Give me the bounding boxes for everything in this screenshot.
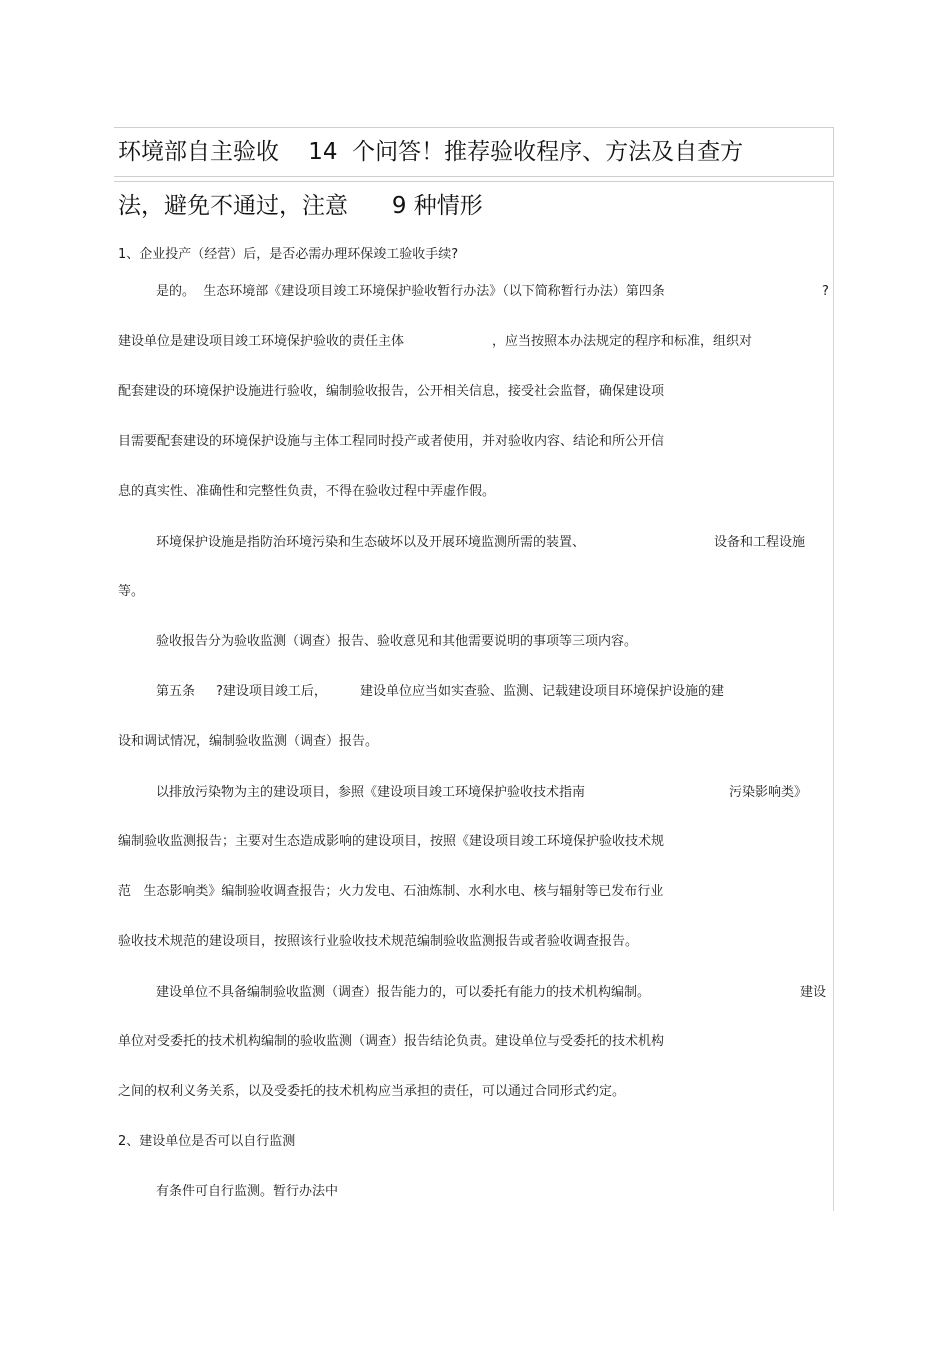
paragraph-line: 是的。 生态环境部《建设项目竣工环境保护验收暂行办法》（以下简称暂行办法）第四条: [156, 284, 665, 299]
paragraph-line: 有条件可自行监测。暂行办法中: [156, 1184, 339, 1199]
paragraph-line: 建设单位不具备编制验收监测（调查）报告能力的，可以委托有能力的技术机构编制。: [156, 985, 651, 1000]
paragraph-line: 目需要配套建设的环境保护设施与主体工程同时投产或者使用，并对验收内容、结论和所公开信: [118, 434, 665, 449]
paragraph-fragment: 建设单位应当如实查验、监测、记载建设项目环境保护设施的建: [360, 684, 725, 699]
paragraph-line: 验收报告分为验收监测（调查）报告、验收意见和其他需要说明的事项等三项内容。: [156, 634, 638, 649]
title-frame-top-rule: [114, 127, 834, 128]
paragraph-fragment: ?: [822, 284, 829, 299]
paragraph-line: 环境保护设施是指防治环境污染和生态破坏以及开展环境监测所需的装置、: [156, 535, 586, 550]
paragraph-line: 验收技术规范的建设项目，按照该行业验收技术规范编制验收监测报告或者验收调查报告。: [118, 934, 639, 949]
paragraph-line: 范 生态影响类》编制验收调查报告；火力发电、石油炼制、水利水电、核与辐射等已发布行业: [118, 884, 664, 899]
paragraph-fragment: 污染影响类》: [729, 785, 808, 800]
paragraph-fragment: 建设: [800, 985, 827, 1000]
paragraph-line: 配套建设的环境保护设施进行验收，编制验收报告，公开相关信息，接受社会监督，确保建设项: [118, 384, 665, 399]
question-1-heading: 1、企业投产（经营）后，是否必需办理环保竣工验收手续?: [118, 247, 459, 262]
paragraph-line: 等。: [118, 584, 145, 599]
body-frame-right-rule: [833, 181, 834, 1211]
page-title-line-2: 法，避免不通过，注意 9 种情形: [118, 193, 483, 219]
paragraph-fragment: 设备和工程设施: [714, 535, 806, 550]
paragraph-line: 之间的权利义务关系，以及受委托的技术机构应当承担的责任，可以通过合同形式约定。: [118, 1084, 626, 1099]
paragraph-line: 以排放污染物为主的建设项目，参照《建设项目竣工环境保护验收技术指南: [156, 785, 586, 800]
paragraph-line: 息的真实性、准确性和完整性负责，不得在验收过程中弄虚作假。: [118, 484, 496, 499]
paragraph-line: 设和调试情况，编制验收监测（调查）报告。: [118, 734, 379, 749]
paragraph-line: 编制验收监测报告；主要对生态造成影响的建设项目，按照《建设项目竣工环境保护验收技术规: [118, 834, 665, 849]
page-title-line-1: 环境部自主验收 14 个问答！推荐验收程序、方法及自查方: [118, 139, 744, 165]
paragraph-fragment: ，应当按照本办法规定的程序和标准，组织对: [492, 334, 753, 349]
paragraph-line: 建设单位是建设项目竣工环境保护验收的责任主体: [118, 334, 405, 349]
question-2-heading: 2、建设单位是否可以自行监测: [118, 1134, 296, 1149]
paragraph-fragment: ?建设项目竣工后，: [216, 684, 327, 699]
title-frame-middle-rule: [114, 176, 834, 182]
title-frame-right-rule: [833, 127, 834, 177]
paragraph-fragment: 第五条: [156, 684, 196, 699]
paragraph-line: 单位对受委托的技术机构编制的验收监测（调查）报告结论负责。建设单位与受委托的技术机构: [118, 1034, 665, 1049]
